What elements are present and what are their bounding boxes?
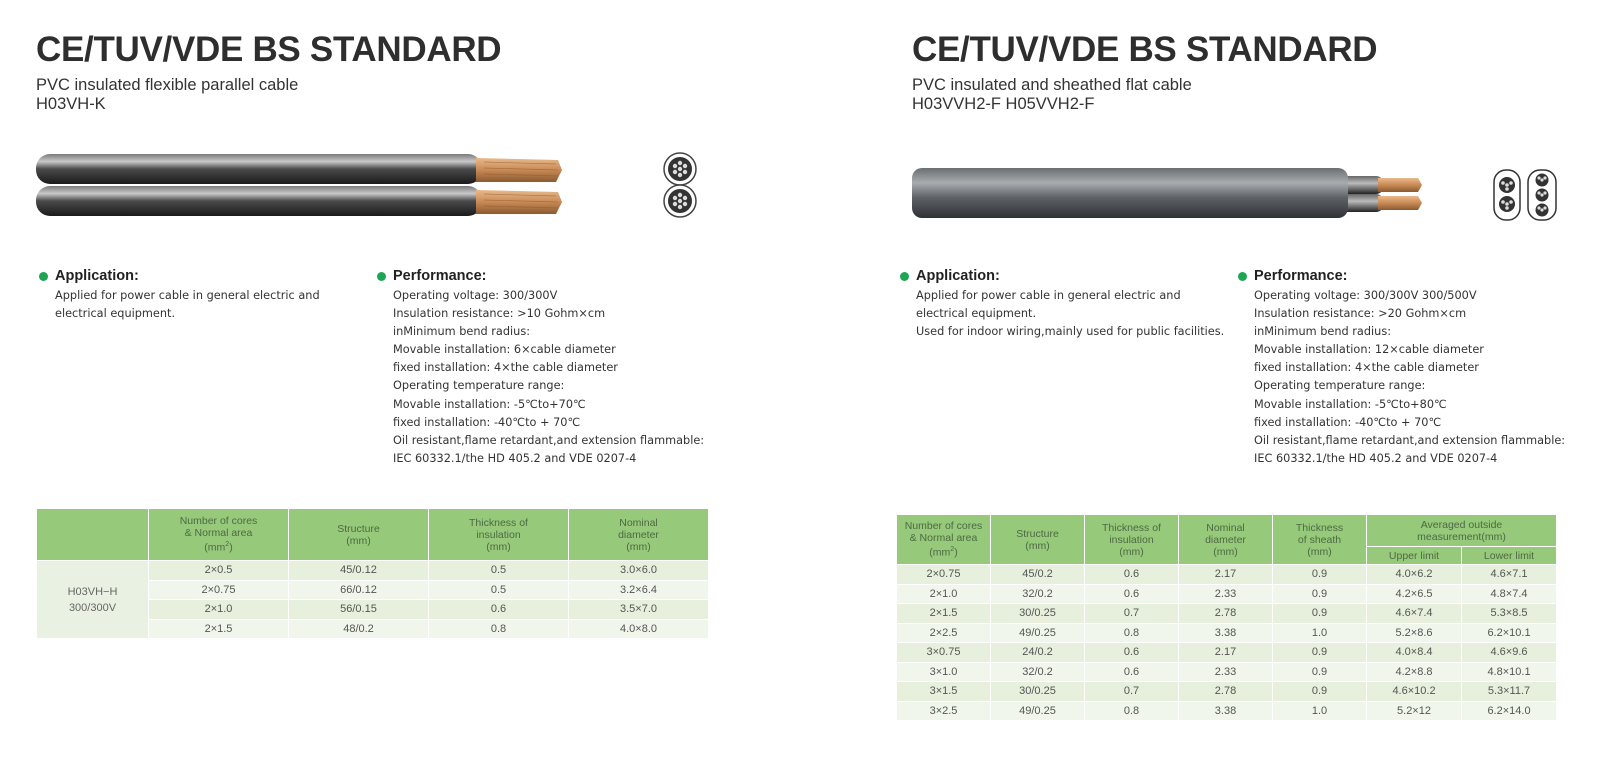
table-cell: 45/0.12 (289, 561, 429, 581)
header-averaged-outside: Averaged outside measurement(mm) (1367, 515, 1557, 547)
application-section (39, 268, 359, 323)
table-cell: 2×1.0 (149, 600, 289, 620)
cable-description: PVC insulated and sheathed flat cable (912, 76, 1192, 94)
table-cell: 3.2×6.4 (569, 580, 709, 600)
application-line: Used for indoor wiring,mainly used for public facilities. (916, 325, 1225, 339)
performance-line: fixed installation: 4×the cable diameter (1254, 361, 1479, 375)
table-cell: 2×1.5 (149, 619, 289, 639)
table-row (897, 565, 1557, 585)
table-cell: 0.9 (1273, 643, 1367, 663)
performance-line: Operating voltage: 300/300V (393, 289, 558, 302)
table-cell: 0.8 (429, 619, 569, 639)
table-cell: 0.5 (429, 580, 569, 600)
table-row (897, 701, 1557, 721)
table-cell: 4.6×10.2 (1367, 682, 1462, 702)
performance-line: Operating temperature range: (393, 379, 565, 393)
table-cell: 32/0.2 (991, 584, 1085, 604)
table-cell: 6.2×14.0 (1462, 701, 1557, 721)
performance-line: fixed installation: -40℃to + 70℃ (1254, 415, 1442, 429)
table-cell: 3.5×7.0 (569, 600, 709, 620)
application-line: Applied for power cable in general electric and (916, 289, 1181, 302)
table-cell: 45/0.2 (991, 565, 1085, 585)
table-cell: 0.9 (1273, 662, 1367, 682)
spec-table (896, 514, 1557, 721)
table-row (897, 682, 1557, 702)
table-cell: 0.7 (1085, 682, 1179, 702)
header-upper-limit: Upper limit (1367, 547, 1462, 565)
table-cell: 4.6×7.4 (1367, 604, 1462, 624)
application-section (900, 268, 1225, 341)
table-cell: 56/0.15 (289, 600, 429, 620)
cable-model: H03VH-K (36, 95, 106, 113)
application-line: Applied for power cable in general electric and (55, 289, 320, 302)
table-cell: 3.38 (1179, 623, 1273, 643)
table-cell: 2.17 (1179, 565, 1273, 585)
performance-line: Oil resistant,flame retardant,and extension flammable: (1254, 433, 1566, 447)
table-cell: 49/0.25 (991, 701, 1085, 721)
table-row (897, 662, 1557, 682)
table-cell: 6.2×10.1 (1462, 623, 1557, 643)
performance-section (1238, 268, 1588, 468)
table-cell: 2.33 (1179, 584, 1273, 604)
table-cell: 3×0.75 (897, 643, 991, 663)
table-cell: 2.78 (1179, 682, 1273, 702)
table-cell: 2×1.5 (897, 604, 991, 624)
table-cell: 0.9 (1273, 584, 1367, 604)
table-cell: 5.3×11.7 (1462, 682, 1557, 702)
table-cell: 2.78 (1179, 604, 1273, 624)
table-cell: 0.6 (1085, 662, 1179, 682)
application-heading: Application: (39, 268, 359, 284)
performance-line: Movable installation: -5℃to+80℃ (1254, 397, 1447, 411)
table-cell: 4.0×6.2 (1367, 565, 1462, 585)
table-cell: 0.6 (429, 600, 569, 620)
table-header-row (37, 509, 709, 561)
table-cell: 0.6 (1085, 565, 1179, 585)
table-cell: 0.6 (1085, 643, 1179, 663)
page-title: CE/TUV/VDE BS STANDARD (912, 30, 1378, 69)
table-row (897, 584, 1557, 604)
table-cell: 4.0×8.4 (1367, 643, 1462, 663)
table-cell: 0.8 (1085, 701, 1179, 721)
table-cell: 48/0.2 (289, 619, 429, 639)
cable-parallel-image (36, 150, 576, 222)
table-cell: 2×0.5 (149, 561, 289, 581)
table-cell: 3×1.5 (897, 682, 991, 702)
header-lower-limit: Lower limit (1462, 547, 1557, 565)
table-cell: 2×0.75 (149, 580, 289, 600)
table-cell: 49/0.25 (991, 623, 1085, 643)
table-cell: 4.6×7.1 (1462, 565, 1557, 585)
table-cell: 1.0 (1273, 701, 1367, 721)
spec-table (36, 508, 709, 639)
performance-line: Insulation resistance: >10 Gohm×cm (393, 307, 606, 321)
table-cell: 0.9 (1273, 604, 1367, 624)
performance-line: fixed installation: -40℃to + 70℃ (393, 415, 581, 429)
performance-line: Operating temperature range: (1254, 379, 1426, 393)
performance-line: inMinimum bend radius: (1254, 325, 1392, 339)
cross-section-flat-icon (1492, 168, 1560, 222)
table-cell: 2.33 (1179, 662, 1273, 682)
table-row (897, 623, 1557, 643)
bullet-icon (1238, 272, 1247, 281)
table-cell: 2×1.0 (897, 584, 991, 604)
header-insulation: Thickness of insulation (mm) (429, 509, 569, 561)
performance-line: Movable installation: 6×cable diameter (393, 343, 616, 357)
cross-section-parallel-icon (662, 152, 698, 218)
table-cell: 32/0.2 (991, 662, 1085, 682)
cable-model: H03VVH2-F H05VVH2-F (912, 95, 1095, 113)
header-sheath: Thickness of sheath (mm) (1273, 515, 1367, 565)
bullet-icon (900, 272, 909, 281)
performance-line: Movable installation: 12×cable diameter (1254, 343, 1484, 357)
table-cell: 2.17 (1179, 643, 1273, 663)
performance-line: Insulation resistance: >20 Gohm×cm (1254, 307, 1467, 321)
table-cell: 0.5 (429, 561, 569, 581)
table-cell: 3.38 (1179, 701, 1273, 721)
header-diameter: Nominal diameter (mm) (569, 509, 709, 561)
performance-line: Operating voltage: 300/300V 300/500V (1254, 289, 1477, 302)
table-cell: 30/0.25 (991, 604, 1085, 624)
table-cell: 4.8×7.4 (1462, 584, 1557, 604)
table-cell: 24/0.2 (991, 643, 1085, 663)
header-structure: Structure (mm) (991, 515, 1085, 565)
performance-line: inMinimum bend radius: (393, 325, 531, 339)
performance-section (377, 268, 717, 468)
table-row (897, 643, 1557, 663)
header-model (37, 509, 149, 561)
application-line: electrical equipment. (55, 307, 176, 321)
table-cell: 0.6 (1085, 584, 1179, 604)
table-header-row (897, 515, 1557, 547)
table-cell: 4.0×8.0 (569, 619, 709, 639)
product-subtitle (912, 76, 1192, 114)
table-row (37, 561, 709, 581)
table-cell: 3×2.5 (897, 701, 991, 721)
performance-line: IEC 60332.1/the HD 405.2 and VDE 0207-4 (393, 451, 637, 465)
performance-line: IEC 60332.1/the HD 405.2 and VDE 0207-4 (1254, 451, 1498, 465)
table-cell: 0.7 (1085, 604, 1179, 624)
table-cell: 3×1.0 (897, 662, 991, 682)
table-cell: 5.3×8.5 (1462, 604, 1557, 624)
table-cell: 0.9 (1273, 565, 1367, 585)
table-cell: 1.0 (1273, 623, 1367, 643)
performance-heading: Performance: (1238, 268, 1588, 284)
performance-line: Movable installation: -5℃to+70℃ (393, 397, 586, 411)
table-cell: 2×0.75 (897, 565, 991, 585)
performance-line: fixed installation: 4×the cable diameter (393, 361, 618, 375)
cable-description: PVC insulated flexible parallel cable (36, 76, 299, 94)
table-cell: 0.8 (1085, 623, 1179, 643)
model-cell: H03VH−H 300/300V (37, 561, 149, 639)
table-row (897, 604, 1557, 624)
table-cell: 0.9 (1273, 682, 1367, 702)
bullet-icon (39, 272, 48, 281)
bullet-icon (377, 272, 386, 281)
header-diameter: Nominal diameter (mm) (1179, 515, 1273, 565)
cable-flat-image (912, 162, 1452, 226)
table-cell: 5.2×12 (1367, 701, 1462, 721)
table-cell: 4.6×9.6 (1462, 643, 1557, 663)
table-cell: 30/0.25 (991, 682, 1085, 702)
product-subtitle (36, 76, 298, 114)
table-cell: 2×2.5 (897, 623, 991, 643)
header-cores: Number of cores & Normal area $(mm^2)$ (149, 509, 289, 561)
header-cores: Number of cores & Normal area $(mm^2)$ (897, 515, 991, 565)
table-cell: 66/0.12 (289, 580, 429, 600)
header-structure: Structure (mm) (289, 509, 429, 561)
page-title: CE/TUV/VDE BS STANDARD (36, 30, 502, 69)
header-insulation: Thickness of insulation (mm) (1085, 515, 1179, 565)
performance-heading: Performance: (377, 268, 717, 284)
table-cell: 3.0×6.0 (569, 561, 709, 581)
performance-line: Oil resistant,flame retardant,and extension flammable: (393, 433, 705, 447)
table-cell: 4.2×8.8 (1367, 662, 1462, 682)
table-cell: 5.2×8.6 (1367, 623, 1462, 643)
table-cell: 4.8×10.1 (1462, 662, 1557, 682)
table-cell: 4.2×6.5 (1367, 584, 1462, 604)
application-line: electrical equipment. (916, 307, 1037, 321)
application-heading: Application: (900, 268, 1220, 284)
